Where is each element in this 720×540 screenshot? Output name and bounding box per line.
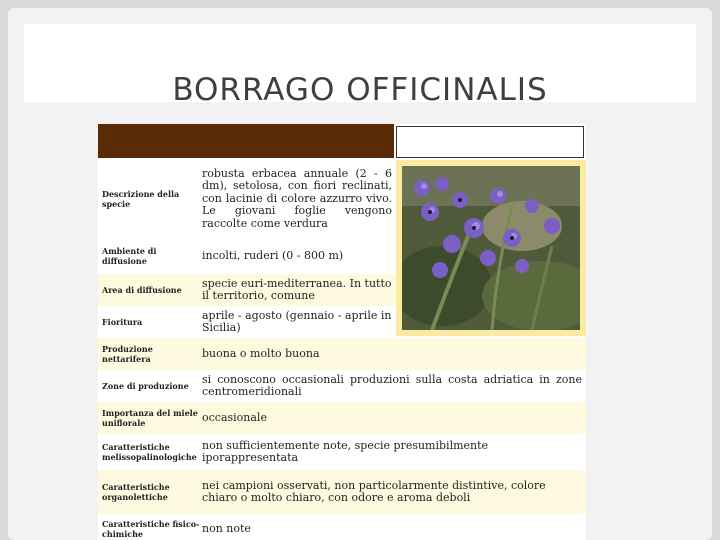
row-value: robusta erbacea annuale (2 - 6 dm), setolosa, con fiori reclinati, con lacinie di colore azzurro vivo. Le giovani foglie vengono raccolte come verdura xyxy=(202,166,392,230)
row-label: Caratteristiche organolettiche xyxy=(102,482,170,502)
row-label: Produzione nettarifera xyxy=(102,344,153,364)
table-row xyxy=(98,470,586,514)
table-row xyxy=(98,238,396,274)
row-value: incolti, ruderi (0 - 800 m) xyxy=(202,248,344,262)
table-row xyxy=(98,402,586,434)
row-value: si conoscono occasionali produzioni sulla costa adriatica in zone centromeridionali xyxy=(202,372,582,398)
row-label: Area di diffusione xyxy=(102,285,182,295)
row-value: occasionale xyxy=(202,410,267,424)
row-label: Descrizione della specie xyxy=(102,189,180,209)
row-label: Caratteristiche fisico-chimiche xyxy=(102,519,200,539)
table-row xyxy=(98,434,586,470)
table-row xyxy=(98,338,586,370)
table-row xyxy=(98,274,396,306)
row-label: Importanza del miele uniflorale xyxy=(102,408,198,428)
row-value: nei campioni osservati, non particolarmente distintive, colore chiaro o molto chiaro, con odore e aroma deboli xyxy=(202,478,546,504)
table-row xyxy=(98,160,396,238)
photo-frame xyxy=(396,160,586,336)
row-value: specie euri-mediterranea. In tutto il territorio, comune xyxy=(202,276,392,302)
title-box xyxy=(24,24,696,108)
row-value: non note xyxy=(202,521,251,535)
row-label: Ambiente di diffusione xyxy=(102,246,157,266)
table-header-empty-cell xyxy=(396,126,584,158)
slide-title: BORRAGO OFFICINALIS xyxy=(172,72,548,108)
row-value: aprile - agosto (gennaio - aprile in Sicilia) xyxy=(202,308,392,334)
row-label: Caratteristiche melissopalinologiche xyxy=(102,442,197,462)
table-row xyxy=(98,370,586,402)
borage-flower-image xyxy=(402,166,580,330)
row-value: buona o molto buona xyxy=(202,346,320,360)
table-row xyxy=(98,514,586,540)
species-table xyxy=(98,124,586,540)
table-header-bar xyxy=(98,124,394,158)
row-value: non sufficientemente note, specie presumibilmente iporappresentata xyxy=(202,438,489,464)
table-row xyxy=(98,306,396,338)
row-label: Zone di produzione xyxy=(102,381,189,391)
row-label: Fioritura xyxy=(102,317,143,327)
